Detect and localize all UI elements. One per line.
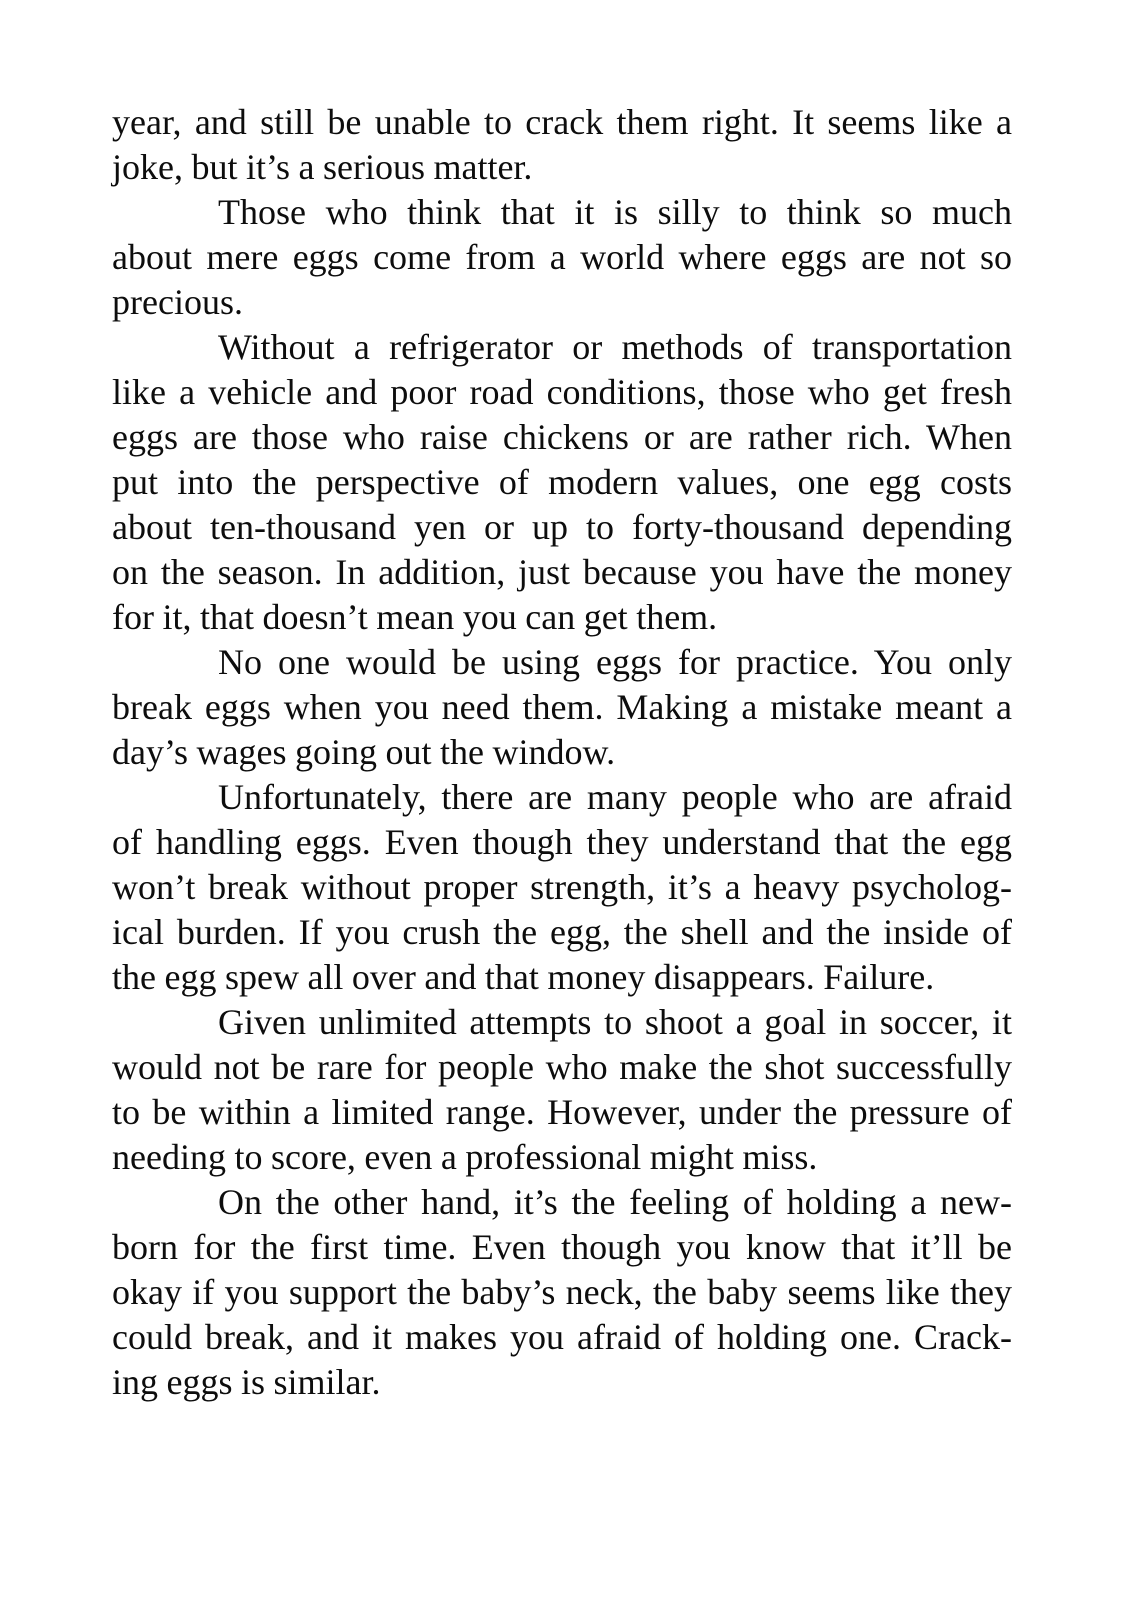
text-line: Those who think that it is silly to think so much [218, 192, 1012, 232]
text-line: could break, and it makes you afraid of holding one. Crack- [112, 1317, 1012, 1357]
text-line: No one would be using eggs for practice. You only [218, 642, 1012, 682]
text-line: okay if you support the baby’s neck, the baby seems like they [112, 1272, 1012, 1312]
text-line: needing to score, even a professional might miss. [112, 1137, 818, 1177]
text-line: won’t break without proper strength, it’s a heavy psycholog- [112, 867, 1012, 907]
paragraph [112, 640, 1012, 775]
text-line: like a vehicle and poor road conditions, those who get fresh [112, 372, 1012, 412]
text-line: Without a refrigerator or methods of transportation [218, 327, 1012, 367]
text-line: ing eggs is similar. [112, 1362, 381, 1402]
text-line: of handling eggs. Even though they understand that the egg [112, 822, 1012, 862]
paragraph [112, 1180, 1012, 1405]
text-line: to be within a limited range. However, under the pressure of [112, 1092, 1012, 1132]
text-line: born for the first time. Even though you know that it’ll be [112, 1227, 1012, 1267]
paragraph [112, 775, 1012, 1000]
text-line: about ten-thousand yen or up to forty-thousand depending [112, 507, 1012, 547]
text-line: joke, but it’s a serious matter. [112, 147, 533, 187]
text-line: precious. [112, 282, 243, 322]
text-line: put into the perspective of modern values, one egg costs [112, 462, 1012, 502]
text-line: would not be rare for people who make the shot successfully [112, 1047, 1012, 1087]
text-line: eggs are those who raise chickens or are rather rich. When [112, 417, 1012, 457]
text-line: On the other hand, it’s the feeling of holding a new- [218, 1182, 1012, 1222]
text-line: Given unlimited attempts to shoot a goal in soccer, it [218, 1002, 1012, 1042]
text-line: for it, that doesn’t mean you can get them. [112, 597, 718, 637]
paragraph [112, 190, 1012, 325]
text-line: year, and still be unable to crack them right. It seems like a [112, 102, 1012, 142]
text-line: ical burden. If you crush the egg, the shell and the inside of [112, 912, 1012, 952]
text-line: Unfortunately, there are many people who are afraid [218, 777, 1012, 817]
paragraph [112, 325, 1012, 640]
text-line: about mere eggs come from a world where eggs are not so [112, 237, 1012, 277]
page-text [112, 100, 1012, 1405]
text-line: day’s wages going out the window. [112, 732, 616, 772]
paragraph [112, 100, 1012, 190]
paragraph [112, 1000, 1012, 1180]
text-line: the egg spew all over and that money disappears. Failure. [112, 957, 935, 997]
text-line: break eggs when you need them. Making a mistake meant a [112, 687, 1012, 727]
text-line: on the season. In addition, just because you have the money [112, 552, 1012, 592]
